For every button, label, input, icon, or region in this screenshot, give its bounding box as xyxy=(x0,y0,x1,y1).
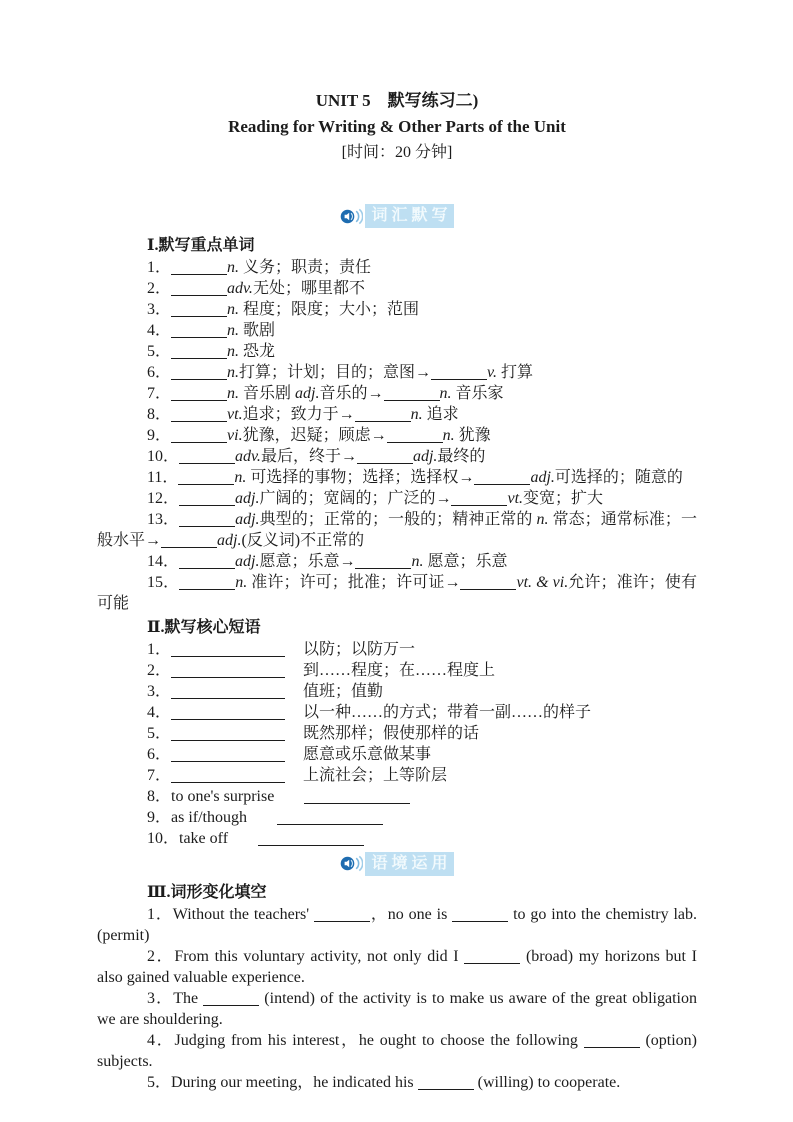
phrase-item xyxy=(97,639,697,660)
word-item xyxy=(97,572,697,614)
text-segment: 1． xyxy=(147,258,172,276)
blank-field xyxy=(179,567,235,569)
text-segment: 15． xyxy=(147,573,180,591)
text-segment: 愿意或乐意做某事 xyxy=(303,745,432,763)
text-segment: 准许；许可；批准；许可证→ xyxy=(247,573,461,591)
text-segment: 12． xyxy=(147,489,180,507)
blank-field xyxy=(179,504,235,506)
pos-label: vt. xyxy=(227,405,243,423)
blank-field xyxy=(258,844,364,846)
text-segment: 程度；限度；大小；范围 xyxy=(239,300,420,318)
pos-label: n. xyxy=(442,426,455,444)
text-segment: 可选择的事物；选择；选择权→ xyxy=(246,468,475,486)
pos-label: adj. xyxy=(217,531,242,549)
text-segment: (intend) of the activity is to make us aware of the great obligation we are shouldering. xyxy=(97,990,697,1028)
text-segment: 4．Judging from his interest，he ought to choose the following xyxy=(147,1032,584,1049)
blank-field xyxy=(355,420,411,422)
word-item xyxy=(97,362,697,383)
section-sentences xyxy=(97,882,697,1093)
blank-field xyxy=(171,739,285,741)
text-segment: 无处；哪里都不 xyxy=(252,279,365,297)
text-segment: 典型的；正常的；一般的；精神正常的 xyxy=(259,510,537,528)
pos-label: n. xyxy=(227,363,240,381)
time-note: [时间：20 分钟] xyxy=(341,144,453,161)
blank-field xyxy=(171,420,227,422)
text-segment: 打算 xyxy=(496,363,533,381)
text-segment: 愿意；乐意 xyxy=(423,552,508,570)
text-segment: 6． xyxy=(147,745,172,763)
pos-label: adj. xyxy=(530,468,555,486)
text-segment: 5．During our meeting，he indicated his xyxy=(147,1074,418,1091)
sentence-item xyxy=(97,1030,697,1072)
blank-field xyxy=(171,399,227,401)
text-segment: 犹豫 xyxy=(454,426,491,444)
blank-field xyxy=(171,781,285,783)
doc-title: UNIT 5 默写练习二) xyxy=(315,91,479,110)
text-segment: 可选择的；随意的 xyxy=(554,468,683,486)
text-segment: 3． xyxy=(147,682,172,700)
word-item xyxy=(97,320,697,341)
blank-field xyxy=(474,483,530,485)
text-segment: 音乐家 xyxy=(451,384,504,402)
context-badge-label: 语境运用 xyxy=(365,852,453,876)
text-segment: 3．The xyxy=(147,990,204,1007)
blank-field xyxy=(460,588,516,590)
blank-field xyxy=(387,441,443,443)
blank-field xyxy=(171,357,227,359)
word-item xyxy=(97,509,697,551)
blank-field xyxy=(171,697,285,699)
sentence-item xyxy=(97,988,697,1030)
blank-field xyxy=(451,504,507,506)
sentence-item xyxy=(97,1072,697,1093)
text-segment: 3． xyxy=(147,300,172,318)
context-badge-row xyxy=(97,852,697,880)
phrase-item xyxy=(97,681,697,702)
text-segment: 允许；准许；使有可能 xyxy=(97,573,697,612)
section-phrases-heading: Ⅱ.默写核心短语 xyxy=(147,618,261,636)
pos-label: n. xyxy=(227,342,240,360)
pos-label: adj. xyxy=(412,447,438,465)
text-segment: (broad) my horizons but I also gained valuable experience. xyxy=(97,948,697,986)
blank-field xyxy=(277,823,383,825)
word-item xyxy=(97,257,697,278)
blank-field xyxy=(584,1046,640,1048)
text-segment: 7． xyxy=(147,384,172,402)
sentence-list xyxy=(97,904,697,1093)
text-segment: ，no one is xyxy=(370,906,453,923)
text-segment: 9．as if/though xyxy=(147,808,247,826)
text-segment: 10．take off xyxy=(147,829,229,847)
text-segment: (option) subjects. xyxy=(97,1032,697,1070)
pos-label: vi. xyxy=(227,426,243,444)
text-segment: 7． xyxy=(147,766,172,784)
word-item xyxy=(97,551,697,572)
word-item xyxy=(97,425,697,446)
text-segment: 最后，终于→ xyxy=(260,447,357,465)
text-segment: 6． xyxy=(147,363,172,381)
word-item xyxy=(97,404,697,425)
word-item xyxy=(97,446,697,467)
text-segment: 2．From this voluntary activity, not only did I xyxy=(147,948,465,965)
phrase-item xyxy=(97,660,697,681)
audio-speaker-waves-icon xyxy=(340,855,363,872)
blank-field xyxy=(179,588,235,590)
audio-speaker-waves-icon xyxy=(340,208,363,225)
phrase-item xyxy=(97,828,697,849)
pos-label: adv. xyxy=(235,447,261,465)
vocab-badge-label: 词汇默写 xyxy=(365,204,453,228)
vocab-badge xyxy=(340,204,453,228)
text-segment: 10． xyxy=(147,447,180,465)
section-words-heading: Ⅰ.默写重点单词 xyxy=(147,236,255,254)
pos-label: n. xyxy=(536,510,549,528)
pos-label: adv. xyxy=(227,279,253,297)
text-segment: 4． xyxy=(147,321,172,339)
pos-label: n. xyxy=(410,405,423,423)
word-item xyxy=(97,383,697,404)
blank-field xyxy=(431,378,487,380)
pos-label: adj. xyxy=(295,384,320,402)
text-segment: 14． xyxy=(147,552,180,570)
doc-subtitle: Reading for Writing & Other Parts of the Unit xyxy=(228,117,566,136)
phrase-item xyxy=(97,786,697,807)
blank-field xyxy=(171,676,285,678)
text-segment: 以一种……的方式；带着一副……的样子 xyxy=(303,703,592,721)
text-segment: 4． xyxy=(147,703,172,721)
blank-field xyxy=(314,920,370,922)
pos-label: n. xyxy=(227,258,240,276)
blank-field xyxy=(171,718,285,720)
blank-field xyxy=(418,1088,474,1090)
vocab-badge-row xyxy=(97,204,697,232)
pos-label: n. xyxy=(411,552,424,570)
text-segment: 9． xyxy=(147,426,172,444)
blank-field xyxy=(161,546,217,548)
text-segment: 5． xyxy=(147,724,172,742)
pos-label: adj. xyxy=(235,510,260,528)
blank-field xyxy=(179,525,235,527)
phrase-item xyxy=(97,723,697,744)
text-segment: 义务；职责；责任 xyxy=(239,258,372,276)
phrase-item xyxy=(97,702,697,723)
section-phrases xyxy=(97,617,697,849)
text-segment: 最终的 xyxy=(437,447,486,465)
section-words xyxy=(97,235,697,614)
blank-field xyxy=(384,399,440,401)
text-segment: 歌剧 xyxy=(239,321,276,339)
pos-label: n. xyxy=(227,321,240,339)
sentence-item xyxy=(97,904,697,946)
blank-field xyxy=(178,483,234,485)
text-segment: 到……程度；在……程度上 xyxy=(303,661,496,679)
phrase-item xyxy=(97,765,697,786)
text-segment: (反义词)不正常的 xyxy=(241,531,365,549)
blank-field xyxy=(452,920,508,922)
pos-label: n. xyxy=(227,384,240,402)
blank-field xyxy=(464,962,520,964)
pos-label: n. xyxy=(227,300,240,318)
text-segment: (willing) to cooperate. xyxy=(473,1074,621,1091)
word-list xyxy=(97,257,697,614)
blank-field xyxy=(355,567,411,569)
pos-label: v. xyxy=(487,363,497,381)
pos-label: vt. xyxy=(507,489,524,507)
text-segment: 音乐的→ xyxy=(319,384,384,402)
text-segment: 上流社会；上等阶层 xyxy=(303,766,448,784)
doc-header xyxy=(97,0,697,166)
blank-field xyxy=(304,802,410,804)
blank-field xyxy=(171,315,227,317)
blank-field xyxy=(171,378,227,380)
pos-label: n. xyxy=(234,468,247,486)
phrase-item xyxy=(97,807,697,828)
text-segment: 音乐剧 xyxy=(239,384,296,402)
text-segment: 犹豫，迟疑；顾虑→ xyxy=(242,426,387,444)
phrase-item xyxy=(97,744,697,765)
blank-field xyxy=(203,1004,259,1006)
blank-field xyxy=(171,294,227,296)
text-segment: 1． xyxy=(147,640,172,658)
word-item xyxy=(97,341,697,362)
sentence-item xyxy=(97,946,697,988)
pos-label: vt. & vi. xyxy=(516,573,569,591)
text-segment: 广阔的；宽阔的；广泛的→ xyxy=(259,489,452,507)
text-segment: 以防；以防万一 xyxy=(303,640,416,658)
pos-label: n. xyxy=(235,573,248,591)
text-segment: 5． xyxy=(147,342,172,360)
blank-field xyxy=(171,655,285,657)
text-segment: 2． xyxy=(147,661,172,679)
blank-field xyxy=(171,336,227,338)
text-segment: 打算；计划；目的；意图→ xyxy=(239,363,432,381)
text-segment: 既然那样；假使那样的话 xyxy=(303,724,480,742)
text-segment: 变宽；扩大 xyxy=(523,489,604,507)
blank-field xyxy=(171,273,227,275)
text-segment: 11． xyxy=(147,468,179,486)
pos-label: n. xyxy=(439,384,452,402)
text-segment: 愿意；乐意→ xyxy=(259,552,356,570)
blank-field xyxy=(171,760,285,762)
section-sentences-heading: Ⅲ.词形变化填空 xyxy=(147,884,267,901)
word-item xyxy=(97,488,697,509)
word-item xyxy=(97,299,697,320)
text-segment: to go into the chemistry lab.(permit) xyxy=(97,906,697,944)
text-segment: 常态；通常标准；一般水平→ xyxy=(97,510,697,549)
context-badge xyxy=(340,852,453,876)
text-segment: 8． xyxy=(147,405,172,423)
text-segment: 1．Without the teachers' xyxy=(147,906,315,923)
text-segment: 追求 xyxy=(422,405,459,423)
blank-field xyxy=(179,462,235,464)
phrase-list xyxy=(97,639,697,849)
text-segment: 值班；值勤 xyxy=(303,682,384,700)
text-segment: 2． xyxy=(147,279,172,297)
blank-field xyxy=(357,462,413,464)
blank-field xyxy=(171,441,227,443)
text-segment: 追求；致力于→ xyxy=(242,405,355,423)
pos-label: adj. xyxy=(235,552,260,570)
word-item xyxy=(97,467,697,488)
word-item xyxy=(97,278,697,299)
text-segment: 8．to one's surprise xyxy=(147,787,275,805)
pos-label: adj. xyxy=(235,489,260,507)
text-segment: 13． xyxy=(147,510,180,528)
text-segment: 恐龙 xyxy=(239,342,276,360)
